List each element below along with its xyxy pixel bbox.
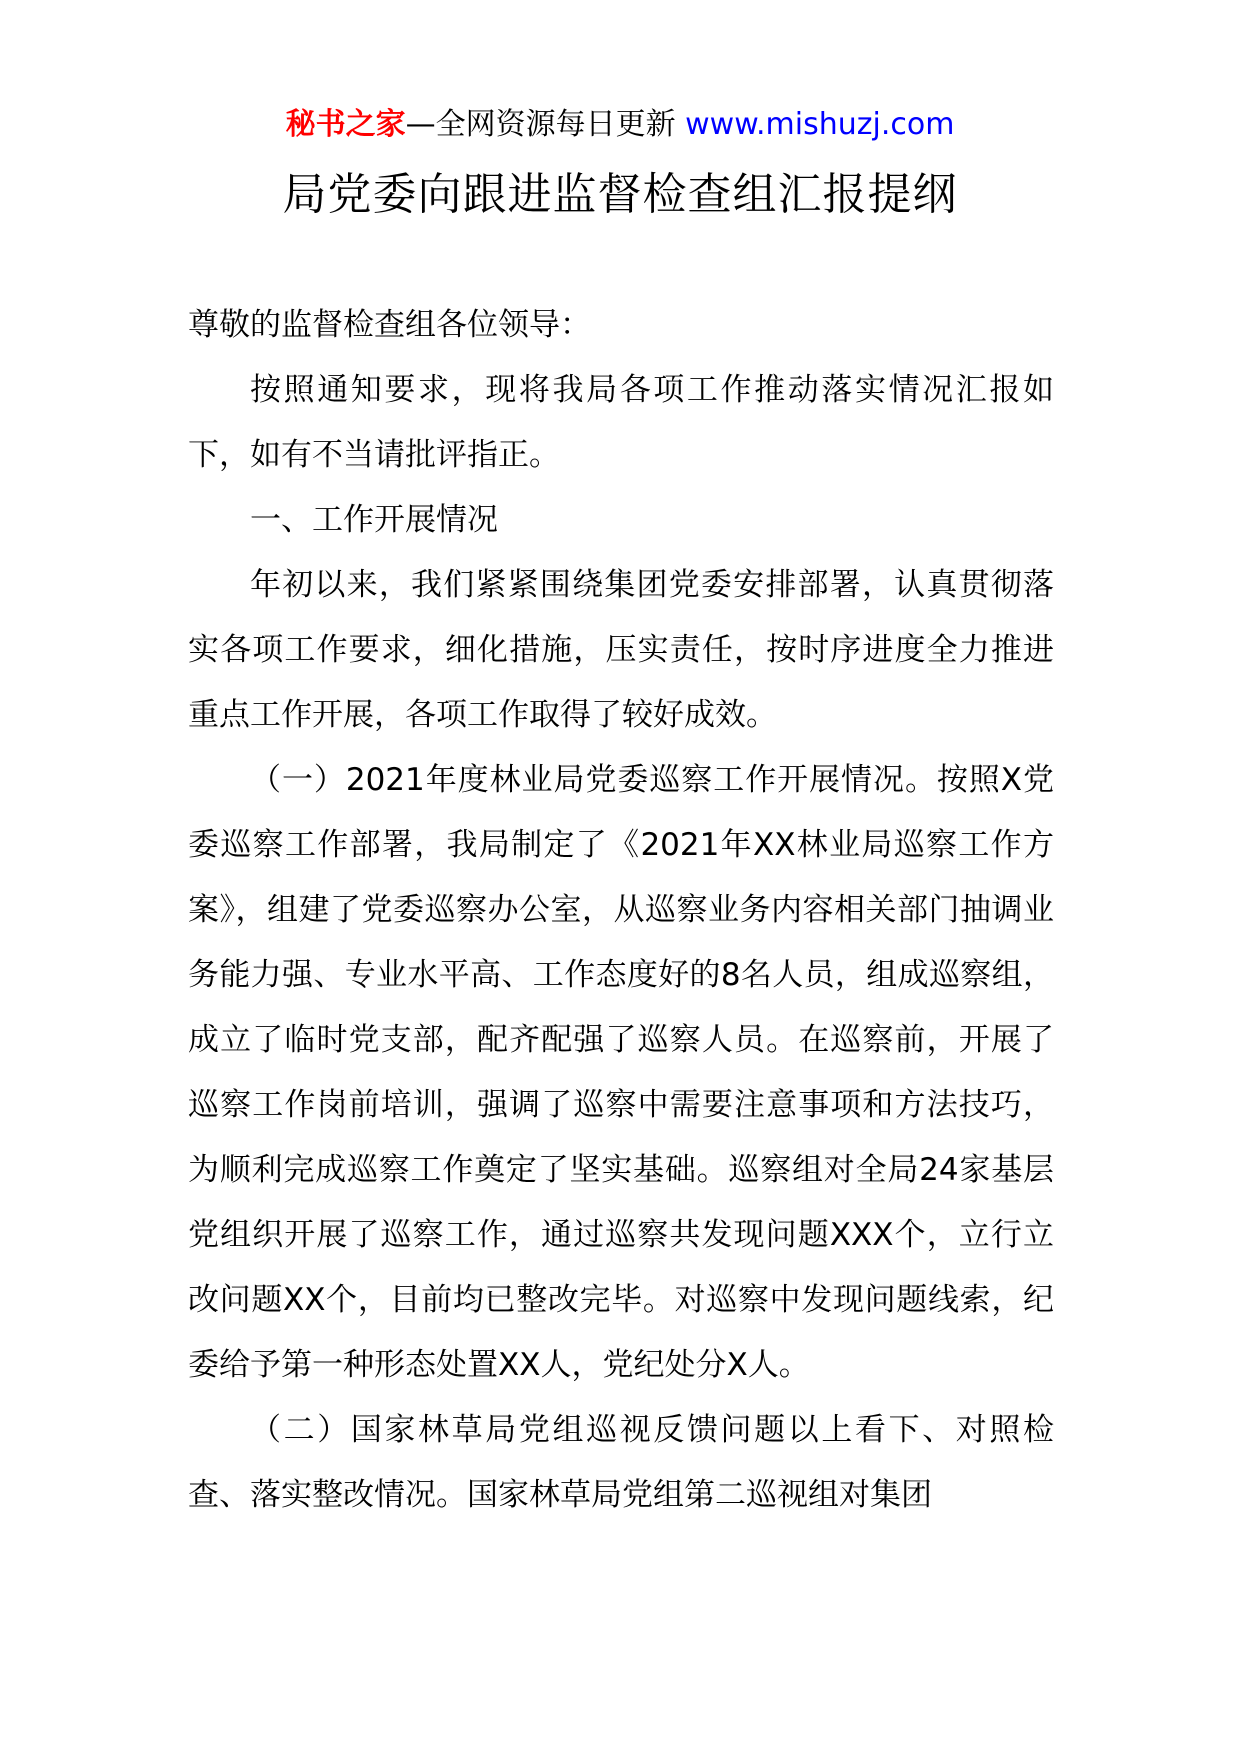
salutation: 尊敬的监督检查组各位领导： [188,307,591,343]
site-url-link[interactable]: www.mishuzj.com [685,107,955,142]
paragraph-overview: 年初以来，我们紧紧围绕集团党委安排部署，认真贯彻落实各项工作要求，细化措施，压实责任，按时序进度全力推进重点工作开展，各项工作取得了较好成效。 [188,567,1054,733]
site-header [0,102,1240,148]
paragraph-intro: 按照通知要求，现将我局各项工作推动落实情况汇报如下，如有不当请批评指正。 [188,372,1054,473]
paragraph-item-2: （二）国家林草局党组巡视反馈问题以上看下、对照检查、落实整改情况。国家林草局党组第二巡视组对集团 [188,1412,1054,1513]
site-brand: 秘书之家 [285,107,406,142]
document-title: 局党委向跟进监督检查组汇报提纲 [282,169,958,220]
paragraph-item-1: （一）2021年度林业局党委巡察工作开展情况。按照X党委巡察工作部署，我局制定了《2021年XX林业局巡察工作方案》，组建了党委巡察办公室，从巡察业务内容相关部门抽调业务能力强、专业水平高、工作态度好的8名人员，组成巡察组，成立了临时党支部，配齐配强了巡察人员。在巡察前，开展了巡察工作岗前培训，强调了巡察中需要注意事项和方法技巧，为顺利完成巡察工作奠定了坚实基础。巡察组对全局24家基层党组织开展了巡察工作，通过巡察共发现问题XXX个，立行立改问题XX个，目前均已整改完毕。对巡察中发现问题线索，纪委给予第一种形态处置XX人，党纪处分X人。 [188,762,1054,1383]
site-slogan: —全网资源每日更新 [405,107,686,142]
document-body [188,293,1054,1528]
section-heading: 一、工作开展情况 [250,502,498,538]
